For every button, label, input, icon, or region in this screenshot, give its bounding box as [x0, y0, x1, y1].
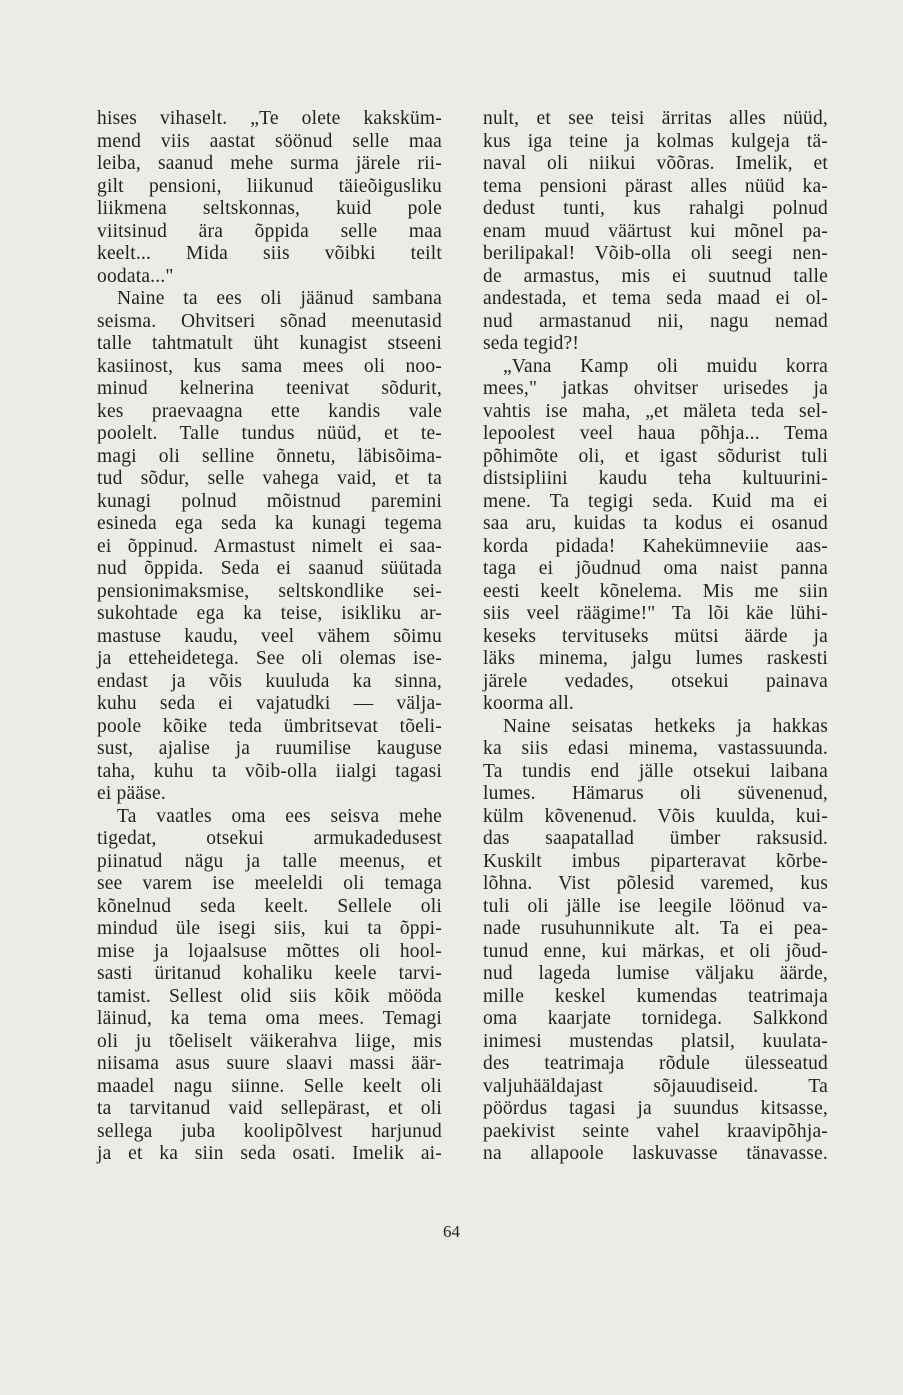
text-line: berilipakal! Võib-olla oli seegi nen-: [483, 243, 828, 264]
text-line: kunagi polnud mõistnud paremini: [97, 490, 442, 512]
text-line: Naine seisatas hetkeks ja hakkas: [503, 715, 828, 737]
text-line: lõhna. Vist põlesid varemed, kus: [483, 873, 828, 894]
text-line: valjuhääldajast sõjauudiseid. Ta: [483, 1075, 828, 1097]
text-line: järele vedades, otsekui painava: [483, 670, 828, 692]
text-line: taga ei jõudnud oma naist panna: [483, 558, 828, 579]
text-line: mise ja lojaalsuse mõttes oli hool-: [97, 940, 442, 962]
text-line: tamist. Sellest olid siis kõik mööda: [97, 985, 442, 1007]
text-line: keseks tervituseks mütsi äärde ja: [483, 625, 828, 647]
text-line: „Vana Kamp oli muidu korra: [503, 355, 828, 377]
text-line: keelt... Mida siis võibki teilt: [97, 243, 442, 264]
text-line: ei pääse.: [97, 783, 166, 804]
text-line: gilt pensioni, liikunud täieõigusliku: [97, 175, 442, 197]
text-line: das saapatallad ümber raksusid.: [483, 828, 828, 849]
text-line: mene. Ta tegigi seda. Kuid ma ei: [483, 490, 828, 512]
text-line: sellega juba koolipõlvest harjunud: [97, 1120, 442, 1142]
text-line: hises vihaselt. „Te olete kaksküm-: [97, 108, 442, 129]
text-line: lepoolest veel haua põhja... Tema: [483, 423, 828, 444]
text-line: ka siis edasi minema, vastassuunda.: [483, 738, 828, 759]
text-line: taha, kuhu ta võib-olla iialgi tagasi: [97, 760, 442, 782]
text-line: koorma all.: [483, 693, 575, 714]
text-line: inimesi mustendas platsil, kuulata-: [483, 1030, 828, 1052]
text-line: läinud, ka tema oma mees. Temagi: [97, 1008, 442, 1029]
text-line: nult, et see teisi ärritas alles nüüd,: [483, 108, 828, 129]
text-line: seisma. Ohvitseri sõnad meenutasid: [97, 310, 442, 332]
text-line: mindud üle isegi siis, kui ta õppi-: [97, 918, 442, 939]
text-line: ta tarvitanud vaid sellepärast, et oli: [97, 1098, 442, 1119]
text-line: mend viis aastat söönud selle maa: [97, 130, 442, 152]
text-line: liikmena seltskonnas, kuid pole: [97, 198, 442, 219]
text-line: seda tegid?!: [483, 333, 580, 354]
text-line: kuhu seda ei vajatudki — välja-: [97, 693, 442, 714]
text-line: tud sõdur, selle vahega vaid, et ta: [97, 468, 442, 489]
text-line: nud armastanud nii, nagu nemad: [483, 310, 828, 332]
text-line: mastuse kaudu, veel vähem sõimu: [97, 625, 442, 647]
text-line: siis veel räägime!" Ta lõi käe lühi-: [483, 603, 828, 624]
text-line: leiba, saanud mehe surma järele rii-: [97, 153, 442, 174]
page-number: 64: [443, 1222, 460, 1241]
text-line: andestada, et tema seda maad ei ol-: [483, 288, 828, 309]
text-line: mille keskel kumendas teatrimaja: [483, 985, 828, 1007]
text-line: nade rusuhunnikute alt. Ta ei pea-: [483, 918, 828, 939]
text-line: esineda ega seda ka kunagi tegema: [97, 513, 442, 534]
text-line: kes praevaagna ette kandis vale: [97, 400, 442, 422]
text-line: maadel nagu siinne. Selle keelt oli: [97, 1075, 442, 1097]
text-line: dedust tunti, kus rahalgi polnud: [483, 198, 828, 219]
left-text-column: [97, 108, 442, 1166]
text-line: külm kõvenenud. Võis kuulda, kui-: [483, 805, 828, 827]
text-line: tema pensioni pärast alles nüüd ka-: [483, 175, 828, 197]
text-line: oli ju tõeliselt väikerahva liige, mis: [97, 1030, 442, 1052]
text-line: ja et ka siin seda osati. Imelik ai-: [97, 1143, 442, 1164]
text-line: korda pidada! Kahekümneviie aas-: [483, 535, 828, 557]
text-line: kasiinost, kus sama mees oli noo-: [97, 355, 442, 377]
text-line: kõnelnud seda keelt. Sellele oli: [97, 895, 442, 917]
text-line: des teatrimaja rõdule ülesseatud: [483, 1053, 828, 1074]
text-line: mees," jatkas ohvitser urisedes ja: [483, 378, 828, 399]
text-line: oma kaarjate tornidega. Salkkond: [483, 1008, 828, 1029]
text-line: nud õppida. Seda ei saanud süütada: [97, 558, 442, 579]
right-text-column: [483, 108, 828, 1166]
text-line: ei õppinud. Armastust nimelt ei saa-: [97, 535, 442, 557]
text-line: viitsinud ära õppida selle maa: [97, 220, 442, 242]
text-line: tunud enne, kui märkas, et oli jõud-: [483, 940, 828, 962]
text-line: poolelt. Talle tundus nüüd, et te-: [97, 423, 442, 444]
text-line: lumes. Hämarus oli süvenenud,: [483, 783, 828, 804]
text-line: endast ja võis kuuluda ka sinna,: [97, 670, 442, 692]
text-line: Kuskilt imbus piparteravat kõrbe-: [483, 850, 828, 872]
text-line: põhimõte oli, et igast sõdurist tuli: [483, 445, 828, 467]
text-line: nud lageda lumise väljaku äärde,: [483, 963, 828, 984]
text-line: sukohtade ega ka teise, isikliku ar-: [97, 603, 442, 624]
text-line: oodata...": [97, 265, 174, 287]
text-line: läks minema, jalgu lumes raskesti: [483, 648, 828, 669]
text-line: minud kelnerina teenivat sõdurit,: [97, 378, 442, 399]
text-line: piinatud nägu ja talle meenus, et: [97, 850, 442, 872]
text-line: Ta tundis end jälle otsekui laibana: [483, 760, 828, 782]
text-line: distsipliini kaudu teha kultuurini-: [483, 468, 828, 489]
text-line: tuli oli jälle ise leegile löönud va-: [483, 895, 828, 917]
text-line: eesti keelt kõnelema. Mis me siin: [483, 580, 828, 602]
text-line: see varem ise meeleldi oli temaga: [97, 873, 442, 894]
text-line: pöördus tagasi ja suundus kitsasse,: [483, 1098, 828, 1119]
text-line: niisama asus suure slaavi massi äär-: [97, 1053, 442, 1074]
text-line: Naine ta ees oli jäänud sambana: [117, 288, 442, 309]
text-line: sasti üritanud kohaliku keele tarvi-: [97, 963, 442, 984]
text-line: Ta vaatles oma ees seisva mehe: [117, 805, 442, 827]
text-line: sust, ajalise ja ruumilise kauguse: [97, 738, 442, 759]
text-line: enam muud väärtust kui mõnel pa-: [483, 220, 828, 242]
text-line: na allapoole laskuvasse tänavasse.: [483, 1143, 828, 1164]
text-line: pensionimaksmise, seltskondlike sei-: [97, 580, 442, 602]
text-line: paekivist seinte vahel kraavipõhja-: [483, 1120, 828, 1142]
text-line: de armastus, mis ei suutnud talle: [483, 265, 828, 287]
text-line: talle tahtmatult üht kunagist stseeni: [97, 333, 442, 354]
text-line: magi oli selline õnnetu, läbisõima-: [97, 445, 442, 467]
text-line: poole kõike teda ümbritsevat tõeli-: [97, 715, 442, 737]
text-line: naval oli niikui võõras. Imelik, et: [483, 153, 828, 174]
text-line: tigedat, otsekui armukadedusest: [97, 828, 442, 849]
text-line: kus iga teine ja kolmas kulgeja tä-: [483, 130, 828, 152]
text-line: ja etteheidetega. See oli olemas ise-: [97, 648, 442, 669]
text-line: vahtis ise maha, „et mäleta teda sel-: [483, 400, 828, 422]
text-line: saa aru, kuidas ta kodus ei osanud: [483, 513, 828, 534]
